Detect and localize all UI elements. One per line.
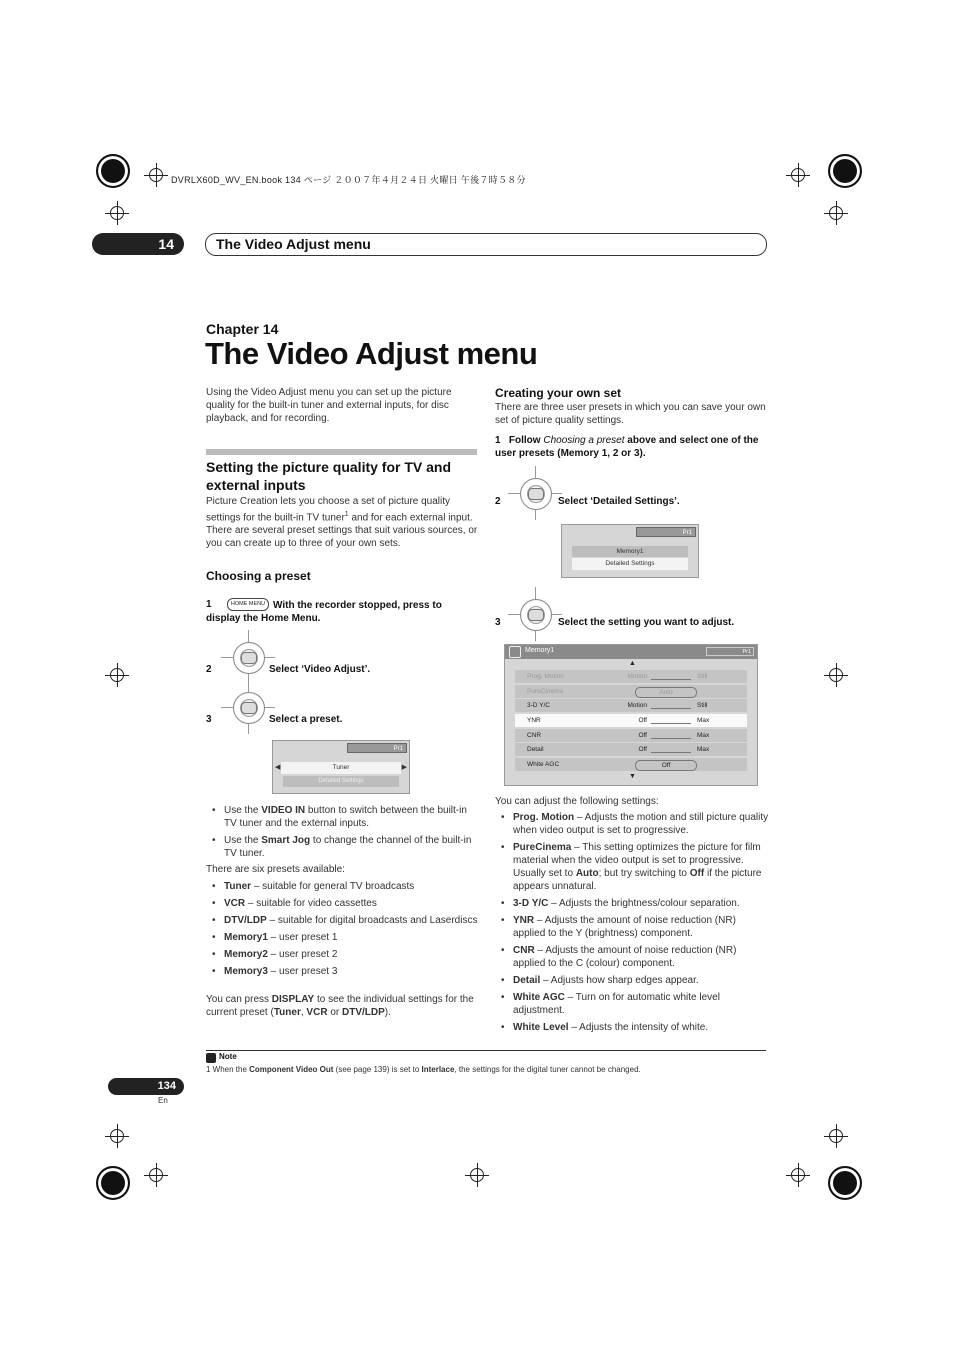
settings-row-label: YNR — [527, 717, 541, 725]
registration-mark — [149, 168, 163, 182]
settings-scale — [651, 730, 691, 739]
creating-step-3-text: Select the setting you want to adjust. — [558, 617, 735, 628]
section-paragraph-b: and for each external input. There are several preset settings that suit various sources, or you can create up to three of your own sets. — [206, 512, 478, 550]
intro-paragraph: Using the Video Adjust menu you can set up the picture quality for the built-in tuner and external inputs, for disc playback, and for recording. — [206, 387, 452, 424]
list-item: • Use the VIDEO IN button to switch between the built-in TV tuner and the external inputs. — [206, 804, 480, 830]
registration-mark — [829, 1129, 843, 1143]
note-rule — [206, 1050, 766, 1051]
settings-list — [495, 811, 769, 1038]
creating-intro: There are three user presets in which you can save your own set of picture quality settings. — [495, 402, 766, 426]
choosing-bullets — [206, 804, 480, 864]
section-heading: Setting the picture quality for TV and external inputs — [206, 459, 452, 493]
list-item: • Memory2 – user preset 2 — [206, 948, 480, 961]
settings-row-right: Max — [697, 731, 710, 739]
settings-row — [515, 729, 747, 742]
step-3-text: Select a preset. — [269, 714, 343, 725]
page-title: The Video Adjust menu — [205, 336, 538, 371]
registration-mark — [470, 1168, 484, 1182]
list-item: • White AGC – Turn on for automatic white level adjustment. — [495, 991, 769, 1017]
memory-badge: Pr1 — [636, 527, 696, 537]
preset-screen — [272, 740, 410, 794]
registration-mark — [110, 668, 124, 682]
step-1-number: 1 — [206, 599, 212, 610]
left-arrow-icon: ◀ — [275, 764, 281, 771]
settings-rows — [515, 670, 747, 773]
down-arrow-icon: ▼ — [629, 773, 636, 780]
settings-scale — [651, 744, 691, 753]
settings-scale — [651, 671, 691, 680]
list-item: • Detail – Adjusts how sharp edges appear. — [495, 974, 769, 987]
step-1-text: With the recorder stopped, press to display the Home Menu. — [206, 600, 442, 624]
settings-screen — [504, 644, 758, 786]
settings-row-left: Off — [638, 717, 647, 725]
settings-row-left: Off — [638, 731, 647, 739]
list-item: • Memory1 – user preset 1 — [206, 931, 480, 944]
up-arrow-icon: ▲ — [629, 660, 636, 667]
creating-step-1: 1 Follow Choosing a preset above and select one of the user presets (Memory 1, 2 or 3). — [495, 435, 759, 459]
list-item: • Use the Smart Jog to change the channel of the built-in TV tuner. — [206, 834, 480, 860]
registration-mark — [791, 1168, 805, 1182]
settings-row-label: PureCinema — [527, 687, 564, 695]
settings-row-right: Max — [697, 746, 710, 754]
registration-mark — [149, 1168, 163, 1182]
settings-row — [515, 670, 747, 683]
list-item: • CNR – Adjusts the amount of noise reduction (NR) applied to the C (colour) component. — [495, 944, 769, 970]
smart-jog-icon — [514, 593, 556, 635]
settings-row-label: White AGC — [527, 761, 560, 769]
chapter-label: Chapter 14 — [206, 321, 279, 337]
settings-row-left: Off — [638, 746, 647, 754]
memory-screen — [561, 524, 699, 578]
display-paragraph: You can press DISPLAY to see the individual settings for the current preset (Tuner, VCR or DTV/LDP). — [206, 994, 474, 1018]
settings-row-value: Off — [635, 760, 697, 771]
settings-row-value: Auto — [635, 687, 697, 698]
step-3-number: 3 — [206, 714, 212, 725]
list-item: • PureCinema – This setting optimizes the picture for film material when the video output is set to progressive. Usually set to Auto; but try switching to Off if the picture appears unnatural. — [495, 841, 769, 893]
creating-step-2-number: 2 — [495, 496, 501, 507]
settings-badge: Pr1 — [706, 647, 754, 656]
list-item: • VCR – suitable for video cassettes — [206, 897, 480, 910]
creating-step-2-text: Select ‘Detailed Settings’. — [558, 496, 680, 507]
creating-step-3-number: 3 — [495, 617, 501, 628]
adjust-intro: You can adjust the following settings: — [495, 796, 659, 807]
section-rule — [206, 449, 477, 455]
crop-mark-top-right — [828, 154, 862, 188]
settings-row — [515, 714, 747, 727]
choosing-heading: Choosing a preset — [206, 569, 311, 583]
list-item: • Memory3 – user preset 3 — [206, 965, 480, 978]
registration-mark — [829, 668, 843, 682]
settings-row — [515, 743, 747, 756]
list-item: • Tuner – suitable for general TV broadcasts — [206, 880, 480, 893]
registration-mark — [110, 206, 124, 220]
note-icon — [206, 1053, 216, 1063]
crop-mark-top-left — [96, 154, 130, 188]
smart-jog-icon — [227, 636, 269, 678]
preset-row-detailed: Detailed Settings — [283, 776, 399, 787]
settings-title-bar — [505, 645, 757, 659]
settings-row — [515, 758, 747, 771]
preset-row-tuner: ◀ Tuner ▶ — [281, 762, 401, 774]
settings-row-left: Motion — [627, 702, 647, 710]
preset-list — [206, 880, 480, 982]
chapter-title-tab — [205, 233, 767, 256]
section-paragraph-a: Picture Creation lets you choose a set of picture quality settings for the built-in TV tuner — [206, 496, 451, 524]
settings-row-right: Still — [697, 673, 708, 680]
settings-row-label: Prog. Motion — [527, 673, 564, 680]
settings-scale — [651, 715, 691, 724]
section-paragraph — [206, 495, 478, 550]
crop-mark-bottom-right — [828, 1166, 862, 1200]
chapter-number-tab — [92, 233, 184, 255]
registration-mark — [791, 168, 805, 182]
creating-heading: Creating your own set — [495, 386, 622, 400]
memory-row-detailed: Detailed Settings — [572, 558, 688, 570]
settings-row-label: CNR — [527, 731, 542, 739]
list-item: • Prog. Motion – Adjusts the motion and still picture quality when video output is set to progressive. — [495, 811, 769, 837]
list-item: • DTV/LDP – suitable for digital broadcasts and Laserdiscs — [206, 914, 480, 927]
six-presets-text: There are six presets available: — [206, 864, 345, 875]
page-number: 134 — [157, 1080, 176, 1092]
list-item: • 3-D Y/C – Adjusts the brightness/colour separation. — [495, 897, 769, 910]
settings-row — [515, 699, 747, 712]
settings-scale — [651, 700, 691, 709]
list-item: • YNR – Adjusts the amount of noise reduction (NR) applied to the Y (brightness) component. — [495, 914, 769, 940]
crop-mark-bottom-left — [96, 1166, 130, 1200]
settings-row-right: Max — [697, 717, 710, 725]
page-number-tab — [108, 1078, 184, 1095]
note-text: 1 When the Component Video Out (see page 139) is set to Interlace, the settings for the digital tuner cannot be changed. — [206, 1065, 641, 1074]
settings-row-label: 3-D Y/C — [527, 702, 550, 710]
preset-badge: Pr1 — [347, 743, 407, 753]
print-header: DVRLX60D_WV_EN.book 134 ページ ２００７年４月２４日 火曜日 午後７時５８分 — [171, 175, 526, 185]
step-2-number: 2 — [206, 664, 212, 675]
smart-jog-icon — [514, 472, 556, 514]
list-item: • White Level – Adjusts the intensity of white. — [495, 1021, 769, 1034]
settings-menu-icon — [509, 646, 521, 658]
registration-mark — [110, 1129, 124, 1143]
right-arrow-icon: ▶ — [401, 764, 407, 771]
language-code: En — [158, 1096, 168, 1105]
settings-row-right: Still — [697, 702, 708, 710]
home-menu-key-label: HOME MENU — [230, 601, 266, 607]
footnote-ref: 1 — [344, 511, 349, 518]
chapter-number: 14 — [158, 236, 174, 252]
settings-title: Memory1 — [525, 647, 555, 654]
settings-row-left: Motion — [627, 673, 647, 680]
smart-jog-icon — [227, 686, 269, 728]
settings-row — [515, 685, 747, 698]
registration-mark — [829, 206, 843, 220]
memory-row-name: Memory1 — [572, 546, 688, 557]
note-label: Note — [219, 1052, 237, 1061]
chapter-tab-title: The Video Adjust menu — [216, 236, 371, 252]
step-2-text: Select ‘Video Adjust’. — [269, 664, 371, 675]
settings-row-label: Detail — [527, 746, 544, 754]
